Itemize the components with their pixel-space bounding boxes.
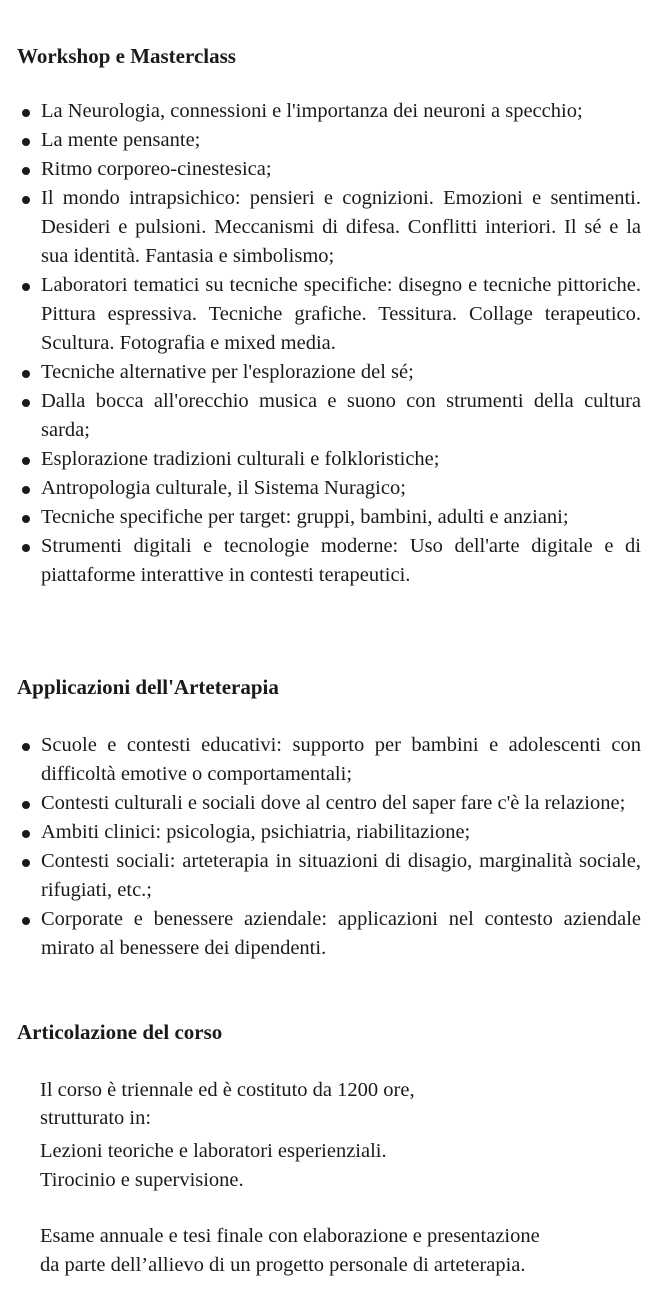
bullet-icon — [22, 457, 30, 465]
course-text-line: Esame annuale e tesi finale con elaborazione e presentazione — [40, 1225, 540, 1247]
bullet-icon — [22, 138, 30, 146]
list-item-text: Dalla bocca all'orecchio musica e suono con strumenti della cultura sarda; — [41, 390, 641, 441]
list-item-text: Antropologia culturale, il Sistema Nuragico; — [41, 477, 406, 499]
list-item — [19, 847, 641, 905]
section-title-articolazione: Articolazione del corso — [17, 1020, 223, 1044]
list-item-text: Ritmo corporeo-cinestesica; — [41, 158, 272, 180]
course-text-line: da parte dell’allievo di un progetto personale di arteterapia. — [40, 1254, 526, 1276]
list-item-text: Scuole e contesti educativi: supporto per bambini e adolescenti con difficoltà emotive o comportamentali; — [41, 734, 641, 785]
bullet-icon — [22, 196, 30, 204]
applicazioni-list — [19, 731, 641, 963]
list-item-text: Esplorazione tradizioni culturali e folkloristiche; — [41, 448, 440, 470]
workshop-list — [19, 97, 641, 590]
list-item — [19, 445, 641, 474]
list-item-text: Corporate e benessere aziendale: applicazioni nel contesto aziendale mirato al benessere dei dipendenti. — [41, 908, 641, 959]
list-item-text: La mente pensante; — [41, 129, 201, 151]
list-item — [19, 184, 641, 271]
list-item-text: La Neurologia, connessioni e l'importanza dei neuroni a specchio; — [41, 100, 583, 122]
list-item — [19, 126, 641, 155]
bullet-icon — [22, 370, 30, 378]
list-item — [19, 789, 641, 818]
list-item — [19, 474, 641, 503]
list-item — [19, 155, 641, 184]
bullet-icon — [22, 830, 30, 838]
bullet-icon — [22, 109, 30, 117]
list-item — [19, 271, 641, 358]
list-item-text: Il mondo intrapsichico: pensieri e cognizioni. Emozioni e sentimenti. Desideri e pulsioni. Meccanismi di difesa. Conflitti interiori. Il sé e la sua identità. Fantasia e simbolismo; — [41, 187, 641, 267]
bullet-icon — [22, 801, 30, 809]
section-title-applicazioni: Applicazioni dell'Arteterapia — [17, 675, 279, 699]
bullet-icon — [22, 515, 30, 523]
bullet-icon — [22, 486, 30, 494]
list-item — [19, 905, 641, 963]
list-item-text: Contesti sociali: arteterapia in situazioni di disagio, marginalità sociale, rifugiati, etc.; — [41, 850, 641, 901]
course-text-line: Lezioni teoriche e laboratori esperienziali. — [40, 1140, 387, 1162]
bullet-icon — [22, 917, 30, 925]
bullet-icon — [22, 167, 30, 175]
list-item — [19, 818, 641, 847]
list-item — [19, 387, 641, 445]
course-text-line: strutturato in: — [40, 1107, 152, 1129]
bullet-icon — [22, 743, 30, 751]
bullet-icon — [22, 859, 30, 867]
list-item-text: Ambiti clinici: psicologia, psichiatria, riabilitazione; — [41, 821, 471, 843]
list-item — [19, 503, 641, 532]
list-item-text: Laboratori tematici su tecniche specifiche: disegno e tecniche pittoriche. Pittura espressiva. Tecniche grafiche. Tessitura. Collage terapeutico. Scultura. Fotografia e mixed media. — [41, 274, 641, 354]
bullet-icon — [22, 399, 30, 407]
course-text-line: Il corso è triennale ed è costituto da 1200 ore, — [40, 1079, 415, 1101]
list-item-text: Tecniche alternative per l'esplorazione del sé; — [41, 361, 414, 383]
course-text-line: Tirocinio e supervisione. — [40, 1169, 244, 1191]
list-item — [19, 97, 641, 126]
bullet-icon — [22, 283, 30, 291]
list-item-text: Tecniche specifiche per target: gruppi, bambini, adulti e anziani; — [41, 506, 569, 528]
list-item — [19, 731, 641, 789]
list-item — [19, 358, 641, 387]
list-item-text: Contesti culturali e sociali dove al centro del saper fare c'è la relazione; — [41, 792, 626, 814]
section-title-workshop: Workshop e Masterclass — [17, 44, 236, 68]
list-item-text: Strumenti digitali e tecnologie moderne: Uso dell'arte digitale e di piattaforme interattive in contesti terapeutici. — [41, 535, 641, 586]
list-item — [19, 532, 641, 590]
bullet-icon — [22, 544, 30, 552]
